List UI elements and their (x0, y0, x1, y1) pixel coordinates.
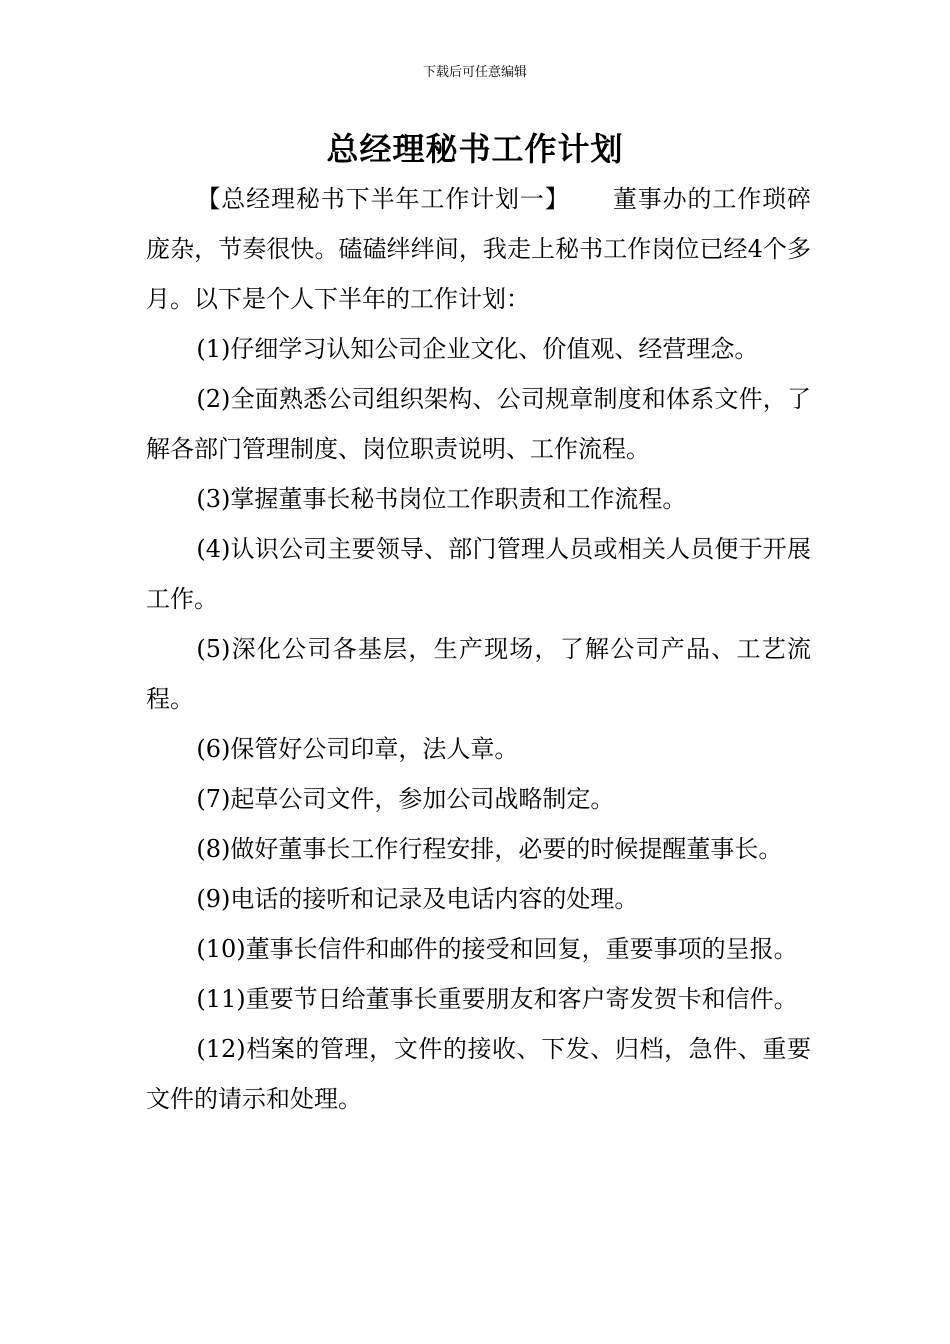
list-item: (9)电话的接听和记录及电话内容的处理。 (196, 885, 639, 913)
list-item: (8)做好董事长工作行程安排，必要的时候提醒董事长。 (196, 835, 783, 863)
intro-text: 董事办的工作琐碎庞杂，节奏很快。磕磕绊绊间，我走上秘书工作岗位已经4个多月。以下是个人下半年的工作计划： (146, 185, 812, 313)
intro-heading: 【总经理秘书下半年工作计划一】 (196, 185, 570, 213)
list-item: (5)深化公司各基层，生产现场，了解公司产品、工艺流程。 (146, 635, 811, 713)
list-item: (2)全面熟悉公司组织架构、公司规章制度和体系文件，了解各部门管理制度、岗位职责说明、工作流程。 (146, 385, 811, 463)
list-item: (4)认识公司主要领导、部门管理人员或相关人员便于开展工作。 (146, 535, 811, 613)
document-body (146, 174, 811, 1124)
list-item: (7)起草公司文件，参加公司战略制定。 (196, 785, 615, 813)
intro-paragraph (146, 174, 811, 324)
list-item: (10)董事长信件和邮件的接受和回复，重要事项的呈报。 (196, 935, 798, 963)
list-item: (6)保管好公司印章，法人章。 (196, 735, 519, 763)
list-item: (1)仔细学习认知公司企业文化、价值观、经营理念。 (196, 335, 759, 363)
list-item: (11)重要节日给董事长重要朋友和客户寄发贺卡和信件。 (196, 985, 798, 1013)
page-title: 总经理秘书工作计划 (326, 130, 624, 168)
list-item: (3)掌握董事长秘书岗位工作职责和工作流程。 (196, 485, 687, 513)
list-item: (12)档案的管理，文件的接收、下发、归档，急件、重要文件的请示和处理。 (146, 1035, 811, 1113)
header-note: 下载后可任意编辑 (422, 65, 527, 80)
